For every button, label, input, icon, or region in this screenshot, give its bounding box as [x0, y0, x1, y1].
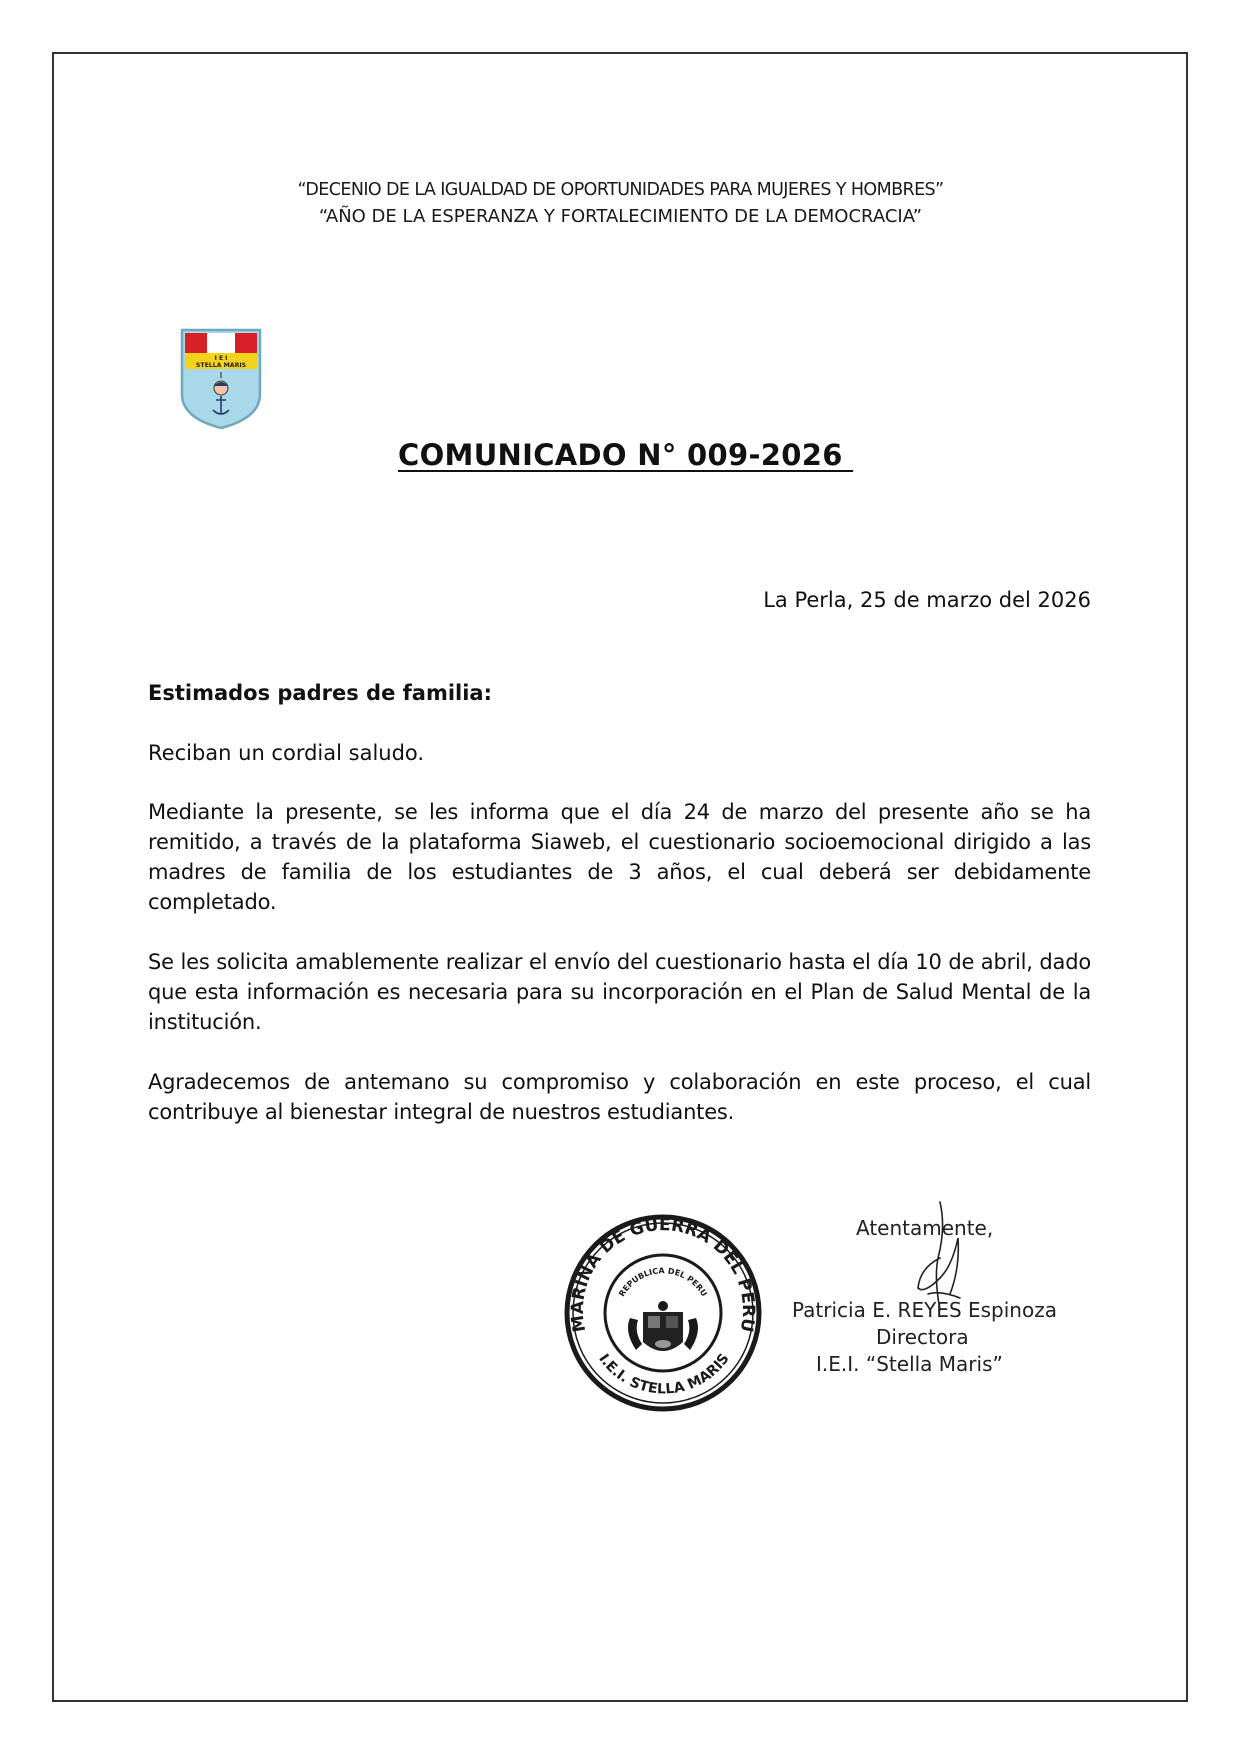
seal-outer-text: MARINA DE GUERRA DEL PERU — [567, 1215, 759, 1334]
svg-text:REPUBLICA DEL PERU — [617, 1266, 709, 1298]
closing-text: Atentamente, — [856, 1216, 994, 1240]
paragraph-3: Agradecemos de antemano su compromiso y colaboración en este proceso, el cual contribuye al bienestar integral de nuestros estudiantes. — [148, 1070, 1091, 1124]
crest-text-stella-maris: STELLA MARIS — [195, 362, 247, 369]
crest-text-iei: I E I — [214, 355, 228, 362]
document-title: COMUNICADO N° 009-2026 — [398, 438, 854, 472]
header-year-line: “AÑO DE LA ESPERANZA Y FORTALECIMIENTO DE LA DEMOCRACIA” — [318, 206, 923, 227]
signer-name: Patricia E. REYES Espinoza — [792, 1298, 1057, 1322]
signer-school: I.E.I. “Stella Maris” — [816, 1352, 1003, 1376]
paragraph-2: Se les solicita amablemente realizar el envío del cuestionario hasta el día 10 de abril, dado que esta información es necesaria para su incorporación en el Plan de Salud Mental de la institución. — [148, 950, 1091, 1034]
header-decade-line: “DECENIO DE LA IGUALDAD DE OPORTUNIDADES PARA MUJERES Y HOMBRES” — [297, 180, 944, 200]
greeting: Reciban un cordial saludo. — [148, 741, 425, 765]
seal-bottom-text: I.E.I. STELLA MARIS — [595, 1350, 733, 1398]
salutation: Estimados padres de familia: — [148, 681, 492, 705]
official-seal-stamp — [560, 1210, 766, 1416]
handwritten-signature — [900, 1198, 970, 1318]
document-date: La Perla, 25 de marzo del 2026 — [763, 588, 1091, 612]
signer-role: Directora — [876, 1325, 969, 1349]
school-crest-logo — [178, 326, 264, 430]
paragraph-1: Mediante la presente, se les informa que el día 24 de marzo del presente año se ha remitido, a través de la plataforma Siaweb, el cuestionario socioemocional dirigido a las madres de familia de los estudiantes de 3 años, el cual deberá ser debidamente completado. — [148, 800, 1091, 914]
seal-inner-text: REPUBLICA DEL PERU — [617, 1266, 709, 1299]
coat-of-arms-icon — [628, 1301, 698, 1351]
